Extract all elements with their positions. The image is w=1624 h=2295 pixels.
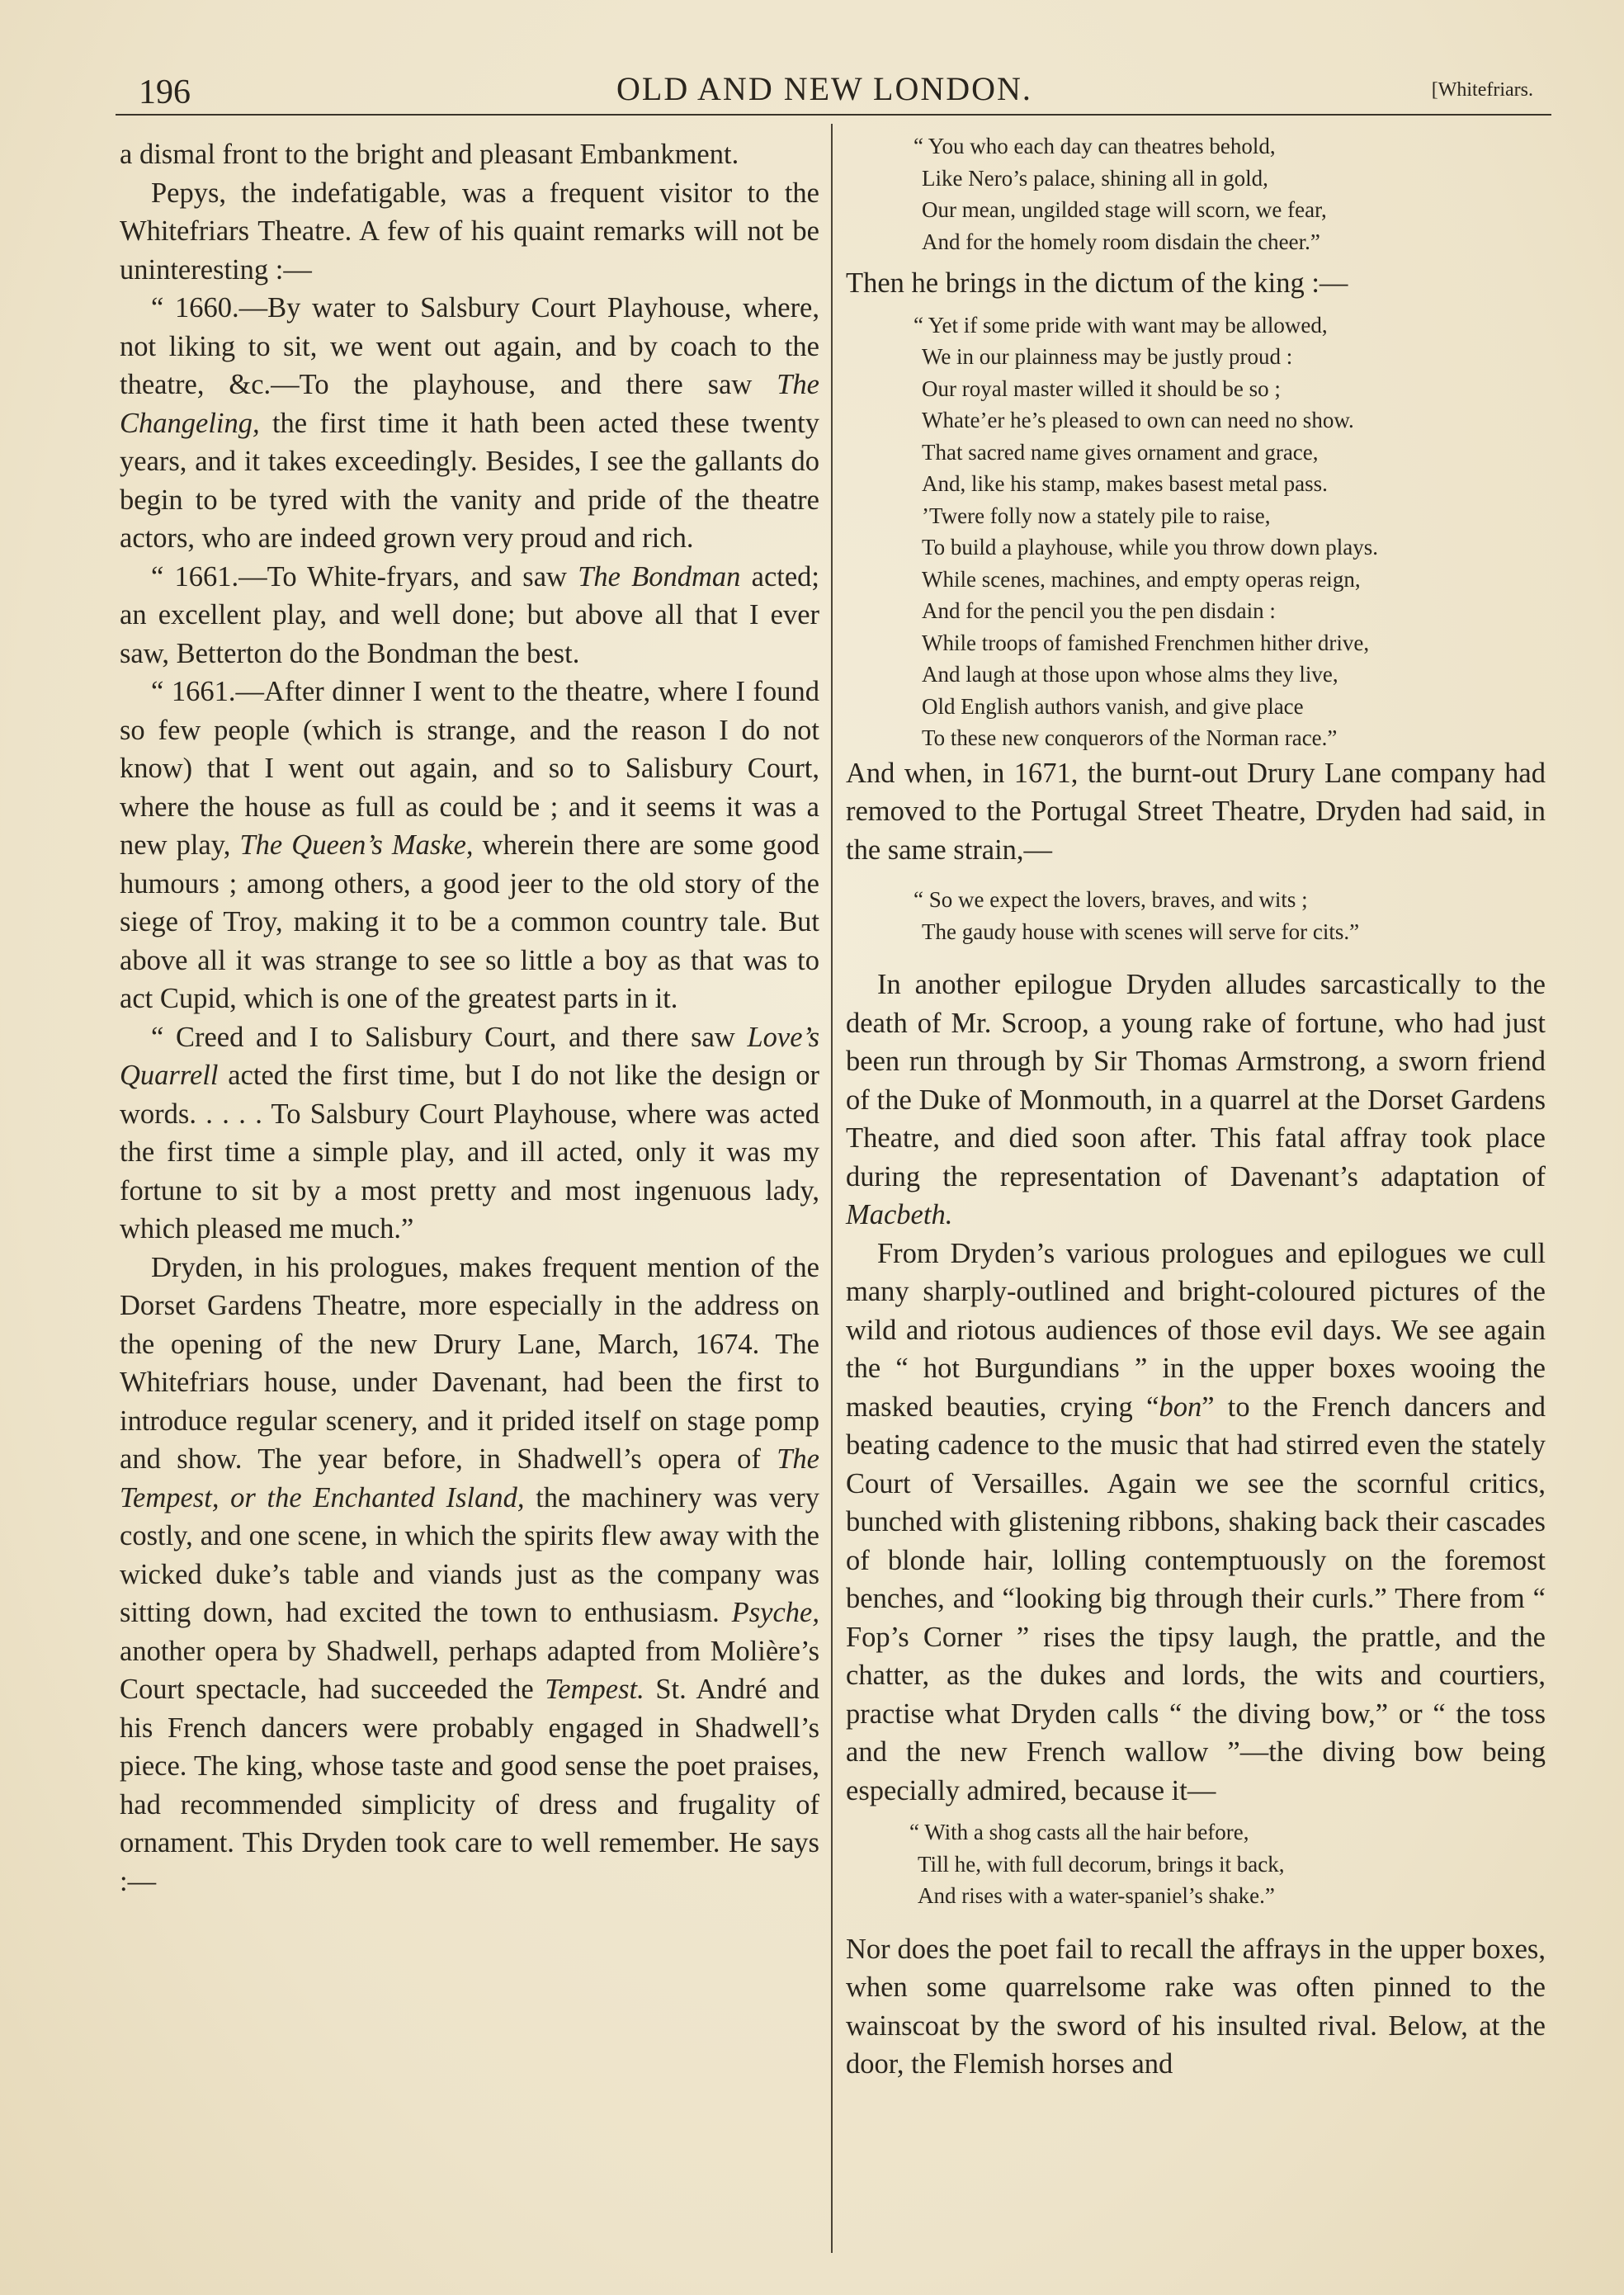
play-title: Tempest. <box>545 1674 644 1705</box>
verse-line: Our royal master willed it should be so ; <box>922 375 1281 401</box>
verse-line: “ So we expect the lovers, braves, and wits ; <box>914 887 1308 912</box>
verse-quote <box>846 130 1546 257</box>
verse-line: “ Yet if some pride with want may be allowed, <box>914 312 1328 338</box>
left-column <box>120 135 819 2256</box>
paragraph: a dismal front to the bright and pleasant Embankment. <box>120 139 739 170</box>
verse-line: While troops of famished Frenchmen hither drive, <box>922 630 1370 655</box>
play-title: Macbeth. <box>846 1199 953 1230</box>
verse-quote <box>846 1816 1546 1912</box>
page-number: 196 <box>139 73 191 111</box>
play-title: Psyche, <box>731 1597 819 1628</box>
verse-quote <box>846 884 1546 947</box>
paragraph: Then he brings in the dictum of the king :— <box>846 267 1348 299</box>
verse-line: And for the homely room disdain the cheer.” <box>922 229 1320 254</box>
section-label: [Whitefriars. <box>1431 79 1533 101</box>
pepys-quote: “ 1661.—After dinner I went to the theatre, where I found so few people (which is strange, and the reason I do not know) that I went out again, and so to Salisbury Court, where the house as full as could be ; and it seems it was a new play, The Queen’s Maske, wherein there are some good humours ; among others, a good jeer to the old story of the siege of Troy, making it to be a common country tale. But above all it was strange to see so little a boy as that was to act Cupid, which is one of the greatest parts in it. <box>120 676 820 1014</box>
verse-line: Whate’er he’s pleased to own can need no show. <box>922 408 1354 432</box>
play-title: Love’s Quarrell <box>120 1021 819 1091</box>
running-title: OLD AND NEW LONDON. <box>616 70 1032 107</box>
verse-line: Old English authors vanish, and give place <box>922 693 1304 719</box>
verse-line: “ You who each day can theatres behold, <box>914 134 1276 158</box>
right-column <box>846 130 1546 2251</box>
verse-quote <box>846 309 1546 754</box>
verse-line: ’Twere folly now a stately pile to raise, <box>922 503 1271 528</box>
play-title: The Bondman <box>578 560 741 593</box>
verse-line: “ With a shog casts all the hair before, <box>909 1820 1249 1844</box>
header-rule <box>116 114 1551 116</box>
pepys-quote: “ 1661.—To White-fryars, and saw The Bondman acted; an excellent play, and well done; but above all that I ever saw, Betterton do the Bondman the best. <box>120 560 820 669</box>
pepys-quote: “ Creed and I to Salisbury Court, and there saw Love’s Quarrell acted the first time, but I do not like the design or words. . . . . To Salsbury Court Playhouse, where was acted the first time a simple play, and ill acted, only it was my fortune to sit by a most pretty and most ingenuous lady, which pleased me much.” <box>120 1021 820 1244</box>
paragraph: And when, in 1671, the burnt-out Drury Lane company had removed to the Portugal Street Theatre, Dryden had said, in the same strain,— <box>846 757 1546 866</box>
play-title: The Tempest, or the Enchanted Island, <box>120 1443 819 1513</box>
paragraph: Pepys, the indefatigable, was a frequent visitor to the Whitefriars Theatre. A few of his quaint remarks will not be uninteresting :— <box>120 177 819 286</box>
paragraph: In another epilogue Dryden alludes sarcastically to the death of Mr. Scroop, a young rake of fortune, who had just been run through by Sir Thomas Armstrong, a sworn friend of the Duke of Monmouth, in a quarrel at the Dorset Gardens Theatre, and died soon after. This fatal affray took place during the representation of Davenant’s adaptation of Macbeth. <box>846 969 1546 1230</box>
verse-line: We in our plainness may be justly proud : <box>922 344 1293 369</box>
paragraph: Nor does the poet fail to recall the affrays in the upper boxes, when some quarrelsome rake was often pinned to the wainscoat by the sword of his insulted rival. Below, at the door, the Flemish horses and <box>846 1933 1546 2080</box>
paragraph: Dryden, in his prologues, makes frequent mention of the Dorset Gardens Theatre, more especially in the address on the opening of the new Drury Lane, March, 1674. The Whitefriars house, under Davenant, had been the first to introduce regular scenery, and it prided itself on stage pomp and show. The year before, in Shadwell’s opera of The Tempest, or the Enchanted Island, the machinery was very costly, and one scene, in which the spirits flew away with the wicked duke’s table and viands just as the company was sitting down, had excited the town to enthusiasm. Psyche, another opera by Shadwell, perhaps adapted from Molière’s Court spectacle, had succeeded the Tempest. St. André and his French dancers were probably engaged in Shadwell’s piece. The king, whose taste and good sense the poet praises, had recommended simplicity of dress and frugality of ornament. This Dryden took care to well remember. He says :— <box>120 1251 820 1897</box>
verse-line: And, like his stamp, makes basest metal pass. <box>922 471 1328 496</box>
quoted-word: bon <box>1159 1391 1202 1423</box>
pepys-quote: “ 1660.—By water to Salsbury Court Playhouse, where, not liking to sit, we went out again, and by coach to the theatre, &c.—To the playhouse, and there saw The Changeling, the first time it hath been acted these twenty years, and it takes exceedingly. Besides, I see the gallants do begin to be tyred with the vanity and pride of the theatre actors, who are indeed grown very proud and rich. <box>120 292 819 554</box>
verse-line: Till he, with full decorum, brings it back, <box>918 1851 1285 1877</box>
verse-line: And laugh at those upon whose alms they live, <box>922 662 1338 687</box>
column-rule <box>831 124 833 2253</box>
verse-line: The gaudy house with scenes will serve for cits.” <box>922 918 1360 944</box>
verse-line: Like Nero’s palace, shining all in gold, <box>922 165 1268 191</box>
running-head <box>116 68 1533 117</box>
verse-line: That sacred name gives ornament and grace, <box>922 439 1319 465</box>
paragraph: From Dryden’s various prologues and epilogues we cull many sharply-outlined and bright-coloured pictures of the wild and riotous audiences of those evil days. We see again the “ hot Burgundians ” in the upper boxes wooing the masked beauties, crying “bon” to the French dancers and beating cadence to the music that had stirred even the stately Court of Versailles. Again we see the scornful critics, bunched with glistening ribbons, shaking back their cascades of blonde hair, lolling contemptuously on the foremost benches, and “looking big through their curls.” There from “ Fop’s Corner ” rises the tipsy laugh, the prattle, and the chatter, as the dukes and lords, the wits and courtiers, practise what Dryden calls “ the diving bow,” or “ the toss and the new French wallow ”—the diving bow being especially admired, because it— <box>846 1237 1546 1806</box>
verse-line: And for the pencil you the pen disdain : <box>922 598 1276 623</box>
verse-line: While scenes, machines, and empty operas reign, <box>922 566 1361 592</box>
verse-line: And rises with a water-spaniel’s shake.” <box>918 1883 1275 1908</box>
verse-line: To build a playhouse, while you throw down plays. <box>922 535 1379 560</box>
play-title: The Queen’s Maske, <box>239 829 474 861</box>
verse-line: To these new conquerors of the Norman race.” <box>922 725 1338 750</box>
play-title: The Changeling, <box>120 369 819 439</box>
verse-line: Our mean, ungilded stage will scorn, we fear, <box>922 197 1327 222</box>
